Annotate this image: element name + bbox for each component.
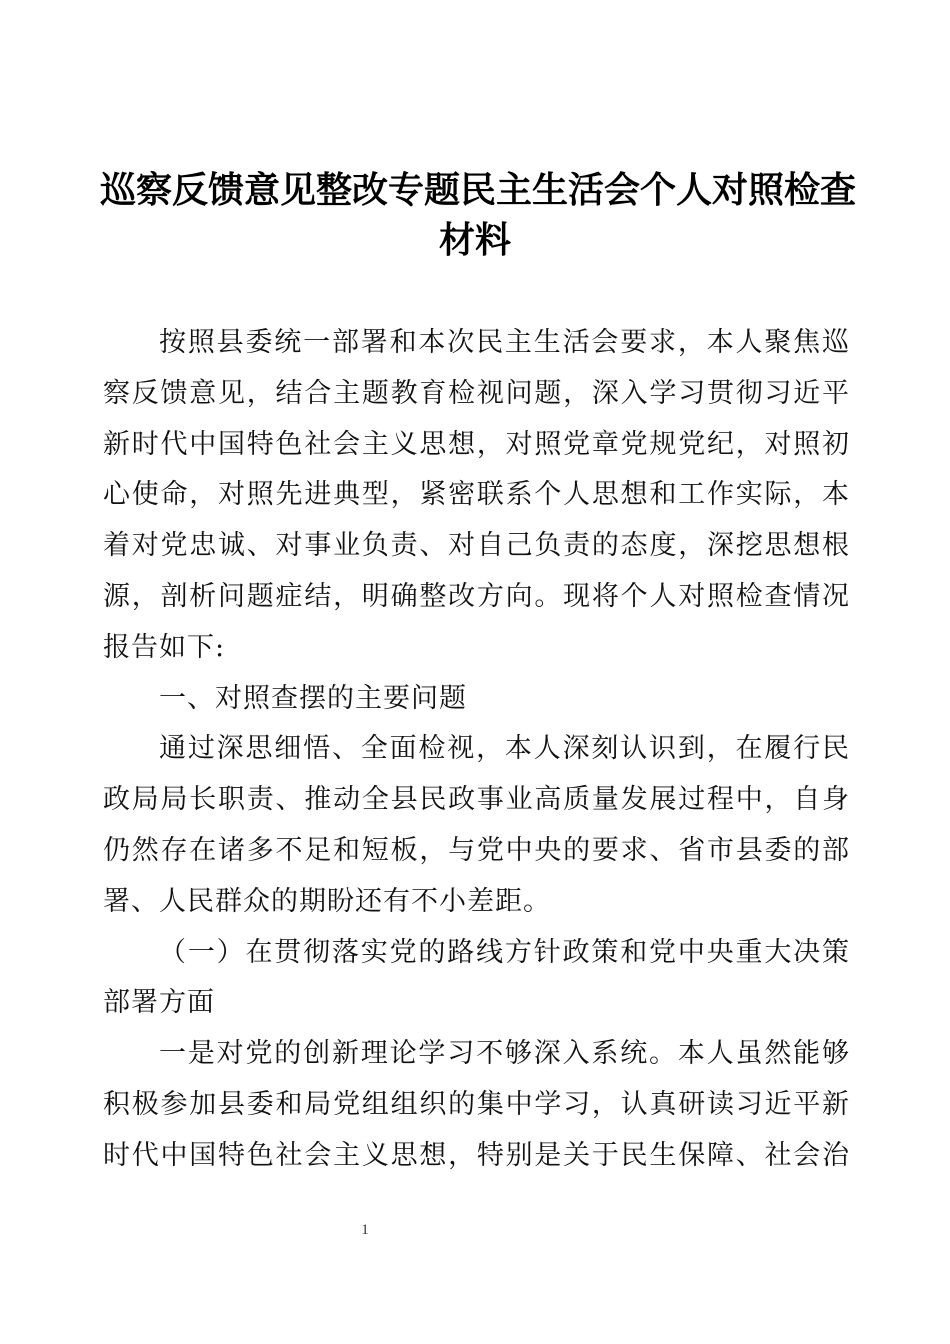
paragraph-line: 报告如下: bbox=[103, 631, 226, 663]
document-body bbox=[103, 318, 850, 1182]
paragraph-line: 积极参加县委和局党组组织的集中学习，认真研读习近平新 bbox=[103, 1088, 850, 1120]
section-heading: 一、对照查摆的主要问题 bbox=[159, 682, 467, 714]
subsection-heading: 部署方面 bbox=[103, 987, 215, 1019]
subsection-heading: （一）在贯彻落实党的路线方针政策和党中央重大决策 bbox=[159, 936, 850, 968]
paragraph-line: 着对党忠诚、对事业负责、对自己负责的态度，深挖思想根 bbox=[103, 530, 850, 562]
paragraph-line: 新时代中国特色社会主义思想，对照党章党规党纪，对照初 bbox=[103, 428, 850, 460]
paragraph-line: 察反馈意见，结合主题教育检视问题，深入学习贯彻习近平 bbox=[103, 377, 850, 409]
paragraph-line: 一是对党的创新理论学习不够深入系统。本人虽然能够 bbox=[159, 1038, 850, 1070]
paragraph-line: 时代中国特色社会主义思想，特别是关于民生保障、社会治 bbox=[103, 1139, 850, 1171]
paragraph-line: 仍然存在诸多不足和短板，与党中央的要求、省市县委的部 bbox=[103, 834, 850, 866]
page-number: 1 bbox=[361, 1222, 369, 1238]
paragraph-line: 按照县委统一部署和本次民主生活会要求，本人聚焦巡 bbox=[159, 327, 850, 358]
document-title-line-2: 材料 bbox=[438, 219, 511, 261]
paragraph-line: 心使命，对照先进典型，紧密联系个人思想和工作实际，本 bbox=[103, 479, 850, 511]
paragraph-line: 通过深思细悟、全面检视，本人深刻认识到，在履行民 bbox=[159, 733, 850, 765]
document-title-line-1: 巡察反馈意见整改专题民主生活会个人对照检查 bbox=[100, 169, 857, 211]
paragraph-line: 署、人民群众的期盼还有不小差距。 bbox=[103, 885, 551, 917]
paragraph-line: 政局局长职责、推动全县民政事业高质量发展过程中，自身 bbox=[103, 784, 850, 816]
paragraph-line: 源，剖析问题症结，明确整改方向。现将个人对照检查情况 bbox=[103, 580, 850, 612]
